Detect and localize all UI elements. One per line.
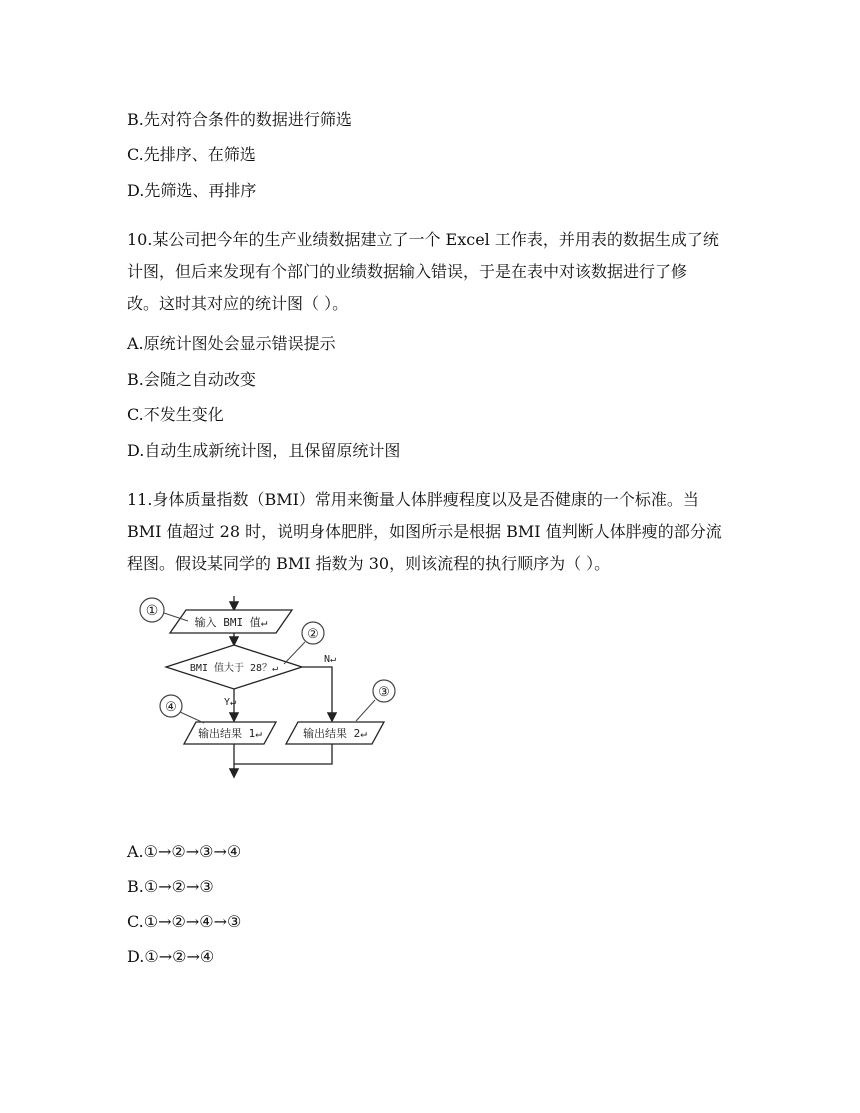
callout-2: ② — [307, 627, 319, 642]
q10-stem-line3: 改。这时其对应的统计图（ ）。 — [127, 294, 349, 313]
callout-2-leader — [284, 642, 305, 664]
output2-label: 输出结果 2↵ — [303, 727, 367, 740]
callout-4-leader — [180, 712, 204, 723]
no-label: N↵ — [324, 654, 337, 665]
flowchart-svg — [134, 590, 414, 790]
merge-line — [234, 744, 332, 764]
q10-stem-line2: 计图，但后来发现有个部门的业绩数据输入错误，于是在表中对该数据进行了修 — [127, 262, 688, 281]
q10-option-b: B.会随之自动改变 — [127, 370, 256, 389]
callout-1: ① — [145, 603, 159, 619]
q11-stem-line2: BMI 值超过 28 时，说明身体肥胖，如图所示是根据 BMI 值判断人体胖瘦的部分流 — [127, 522, 722, 541]
q9-option-c: C.先排序、在筛选 — [127, 145, 256, 164]
q11-option-d: D.①→②→④ — [127, 947, 215, 966]
callout-3: ③ — [378, 685, 390, 700]
q11-option-a: A.①→②→③→④ — [127, 842, 242, 861]
q11-option-b: B.①→②→③ — [127, 877, 214, 896]
q10-option-c: C.不发生变化 — [127, 405, 224, 424]
q10-option-a: A.原统计图处会显示错误提示 — [127, 334, 336, 353]
q11-stem-line3: 程图。假设某同学的 BMI 指数为 30，则该流程的执行顺序为（ ）。 — [127, 554, 611, 573]
no-arrow — [302, 667, 332, 720]
q10-stem-line1: 10.某公司把今年的生产业绩数据建立了一个 Excel 工作表，并用表的数据生成了统 — [127, 230, 719, 249]
q9-option-b: B.先对符合条件的数据进行筛选 — [127, 110, 352, 129]
q9-option-d: D.先筛选、再排序 — [127, 181, 257, 200]
callout-4: ④ — [165, 700, 177, 715]
callout-3-leader — [356, 700, 375, 721]
q10-option-d: D.自动生成新统计图，且保留原统计图 — [127, 441, 401, 460]
q11-stem-line1: 11.身体质量指数（BMI）常用来衡量人体胖瘦程度以及是否健康的一个标准。当 — [127, 490, 699, 509]
q11-option-c: C.①→②→④→③ — [127, 912, 242, 931]
yes-label: Y↵ — [224, 697, 237, 708]
decision-label: BMI 值大于 28？↵ — [189, 663, 279, 674]
output1-label: 输出结果 1↵ — [198, 727, 262, 740]
input-label: 输入 BMI 值↵ — [194, 616, 268, 629]
bmi-flowchart — [134, 590, 414, 790]
